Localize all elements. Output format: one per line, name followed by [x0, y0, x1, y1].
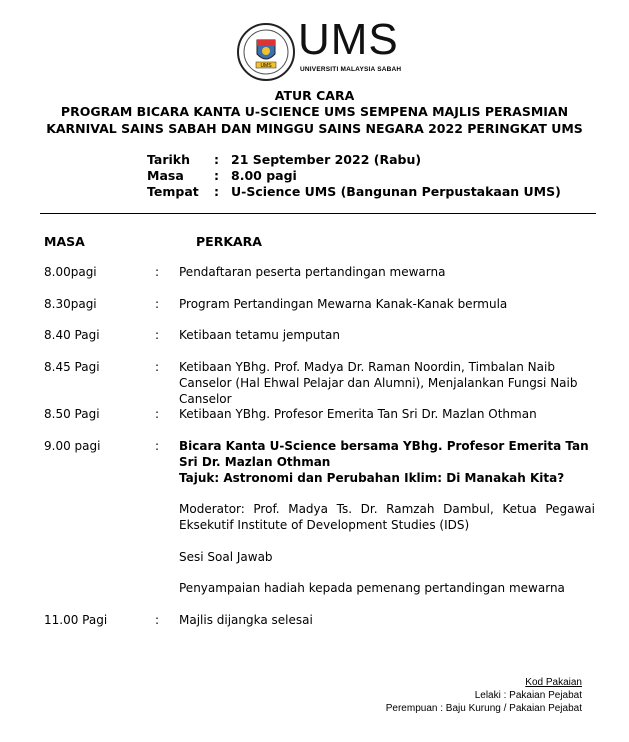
- ums-seal-logo: [236, 22, 296, 82]
- schedule-time: 8.50 Pagi: [44, 407, 100, 421]
- dress-code-title: Kod Pakaian: [525, 677, 582, 688]
- column-header-perkara: PERKARA: [196, 234, 262, 249]
- brand-text: UMS: [298, 15, 399, 64]
- divider: [40, 213, 596, 214]
- program-title-line-1: PROGRAM BICARA KANTA U-SCIENCE UMS SEMPENA MAJLIS PERASMIAN: [60, 104, 569, 119]
- tempat-value: U-Science UMS (Bangunan Perpustakaan UMS): [231, 184, 561, 199]
- separator-colon: :: [155, 407, 160, 421]
- schedule-item: Ketibaan tetamu jemputan: [179, 328, 340, 342]
- schedule-time: 8.45 Pagi: [44, 360, 100, 374]
- tarikh-value: 21 September 2022 (Rabu): [231, 152, 422, 167]
- separator-colon: :: [155, 439, 160, 453]
- page-title: ATUR CARA: [274, 88, 355, 103]
- seal-ribbon-text: UMS: [260, 63, 272, 69]
- schedule-time: 9.00 pagi: [44, 439, 101, 453]
- masa-value: 8.00 pagi: [231, 168, 297, 183]
- schedule-time: 8.00pagi: [44, 265, 97, 279]
- schedule-item: Pendaftaran peserta pertandingan mewarna: [179, 265, 446, 279]
- schedule-time: 8.30pagi: [44, 297, 97, 311]
- program-title-line-2: KARNIVAL SAINS SABAH DAN MINGGU SAINS NEGARA 2022 PERINGKAT UMS: [46, 121, 583, 136]
- colon: :: [214, 168, 219, 183]
- schedule-item: Ketibaan YBhg. Profesor Emerita Tan Sri Dr. Mazlan Othman: [179, 407, 537, 421]
- tarikh-label: Tarikh: [147, 152, 191, 167]
- separator-colon: :: [155, 297, 160, 311]
- talk-title: Bicara Kanta U-Science bersama YBhg. Profesor Emerita Tan Sri Dr. Mazlan Othman: [179, 439, 589, 469]
- moderator-info: Moderator: Prof. Madya Ts. Dr. Ramzah Dambul, Ketua Pegawai Eksekutif Institute of Development Studies (IDS): [179, 502, 595, 532]
- separator-colon: :: [155, 360, 160, 374]
- separator-colon: :: [155, 265, 160, 279]
- masa-label: Masa: [147, 168, 184, 183]
- prize-giving: Penyampaian hadiah kepada pemenang pertandingan mewarna: [179, 581, 565, 595]
- schedule-time: 8.40 Pagi: [44, 328, 100, 342]
- colon: :: [214, 184, 219, 199]
- university-name: UNIVERSITI MALAYSIA SABAH: [300, 66, 402, 73]
- dress-code-men: Lelaki : Pakaian Pejabat: [474, 690, 582, 701]
- tempat-label: Tempat: [147, 184, 199, 199]
- separator-colon: :: [155, 613, 160, 627]
- schedule-time: 11.00 Pagi: [44, 613, 108, 627]
- schedule-item: Program Pertandingan Mewarna Kanak-Kanak bermula: [179, 297, 508, 311]
- separator-colon: :: [155, 328, 160, 342]
- talk-topic: Tajuk: Astronomi dan Perubahan Iklim: Di Manakah Kita?: [179, 471, 565, 485]
- schedule-item: Majlis dijangka selesai: [179, 613, 313, 627]
- dress-code-women: Perempuan : Baju Kurung / Pakaian Pejabat: [385, 703, 582, 714]
- schedule-item: Ketibaan YBhg. Prof. Madya Dr. Raman Noordin, Timbalan Naib Canselor (Hal Ehwal Pelajar dan Alumni), Menjalankan Fungsi Naib Canselor: [179, 360, 578, 406]
- column-header-masa: MASA: [44, 234, 85, 249]
- colon: :: [214, 152, 219, 167]
- qa-session: Sesi Soal Jawab: [179, 550, 273, 564]
